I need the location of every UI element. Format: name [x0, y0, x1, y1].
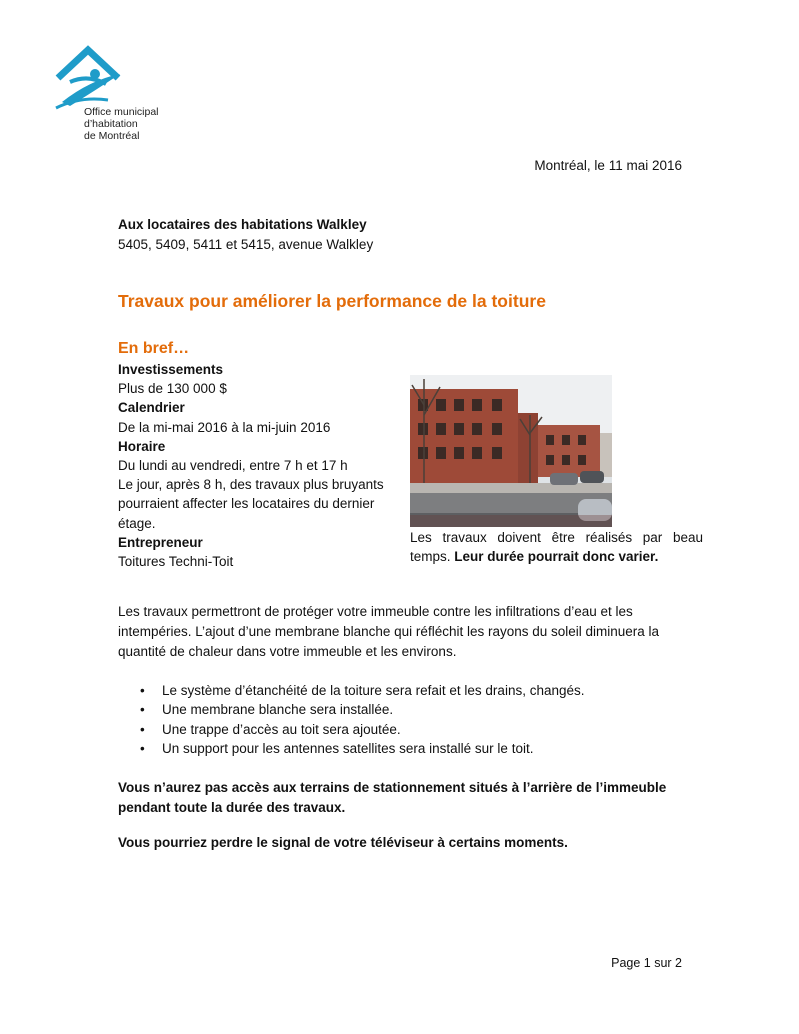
work-list: [140, 681, 585, 759]
building-photo: [410, 375, 612, 527]
list-item: • Un support pour les antennes satellites sera installé sur le toit.: [140, 739, 585, 758]
parking-warning: Vous n’aurez pas accès aux terrains de stationnement situés à l’arrière de l’immeuble pendant toute la durée des travaux.: [118, 780, 667, 815]
letter-date: Montréal, le 11 mai 2016: [534, 158, 682, 173]
section-heading: En bref…: [118, 340, 190, 357]
schedule-value: Du lundi au vendredi, entre 7 h et 17 h: [118, 458, 348, 474]
schedule-note: Le jour, après 8 h, des travaux plus bruyants pourraient affecter les locataires du dernier étage.: [118, 477, 384, 531]
intro-paragraph: Les travaux permettront de protéger votre immeuble contre les infiltrations d’eau et les intempéries. L’ajout d’une membrane blanche qui réfléchit les rayons du soleil diminuera la quantité de chaleur dans votre immeuble et les environs.: [118, 604, 660, 659]
recipient-block: [118, 215, 373, 255]
investments-heading: Investissements: [118, 362, 224, 377]
list-item: • Une membrane blanche sera installée.: [140, 700, 585, 719]
calendar-heading: Calendrier: [118, 400, 185, 416]
page-number: Page 1 sur 2: [611, 956, 682, 970]
omhm-logo: [50, 44, 180, 144]
logo-line: d’habitation: [84, 118, 138, 130]
list-item: • Une trappe d’accès au toit sera ajoutée.: [140, 720, 585, 739]
page-title: Travaux pour améliorer la performance de la toiture: [118, 291, 546, 311]
schedule-heading: Horaire: [118, 438, 166, 454]
contractor-heading: Entrepreneur: [118, 534, 203, 550]
key-facts: [118, 360, 400, 571]
contractor-value: Toitures Techni-Toit: [118, 554, 234, 570]
logo-line: de Montréal: [84, 130, 140, 142]
calendar-value: De la mi-mai 2016 à la mi-juin 2016: [118, 419, 331, 435]
recipient-name: Aux locataires des habitations Walkley: [118, 217, 367, 232]
caption-text: Les travaux doivent être réalisés par beau temps.: [410, 530, 703, 564]
list-item: • Le système d’étanchéité de la toiture sera refait et les drains, changés.: [140, 681, 585, 700]
tv-signal-warning: Vous pourriez perdre le signal de votre téléviseur à certains moments.: [118, 835, 568, 850]
photo-caption: [410, 528, 703, 566]
logo-line: Office municipal: [84, 106, 159, 118]
caption-emphasis: Leur durée pourrait donc varier.: [454, 549, 659, 564]
investments-value: Plus de 130 000 $: [118, 381, 227, 397]
omhm-house-figure-icon: [50, 44, 130, 114]
logo-text: [84, 106, 159, 142]
recipient-address: 5405, 5409, 5411 et 5415, avenue Walkley: [118, 237, 374, 252]
